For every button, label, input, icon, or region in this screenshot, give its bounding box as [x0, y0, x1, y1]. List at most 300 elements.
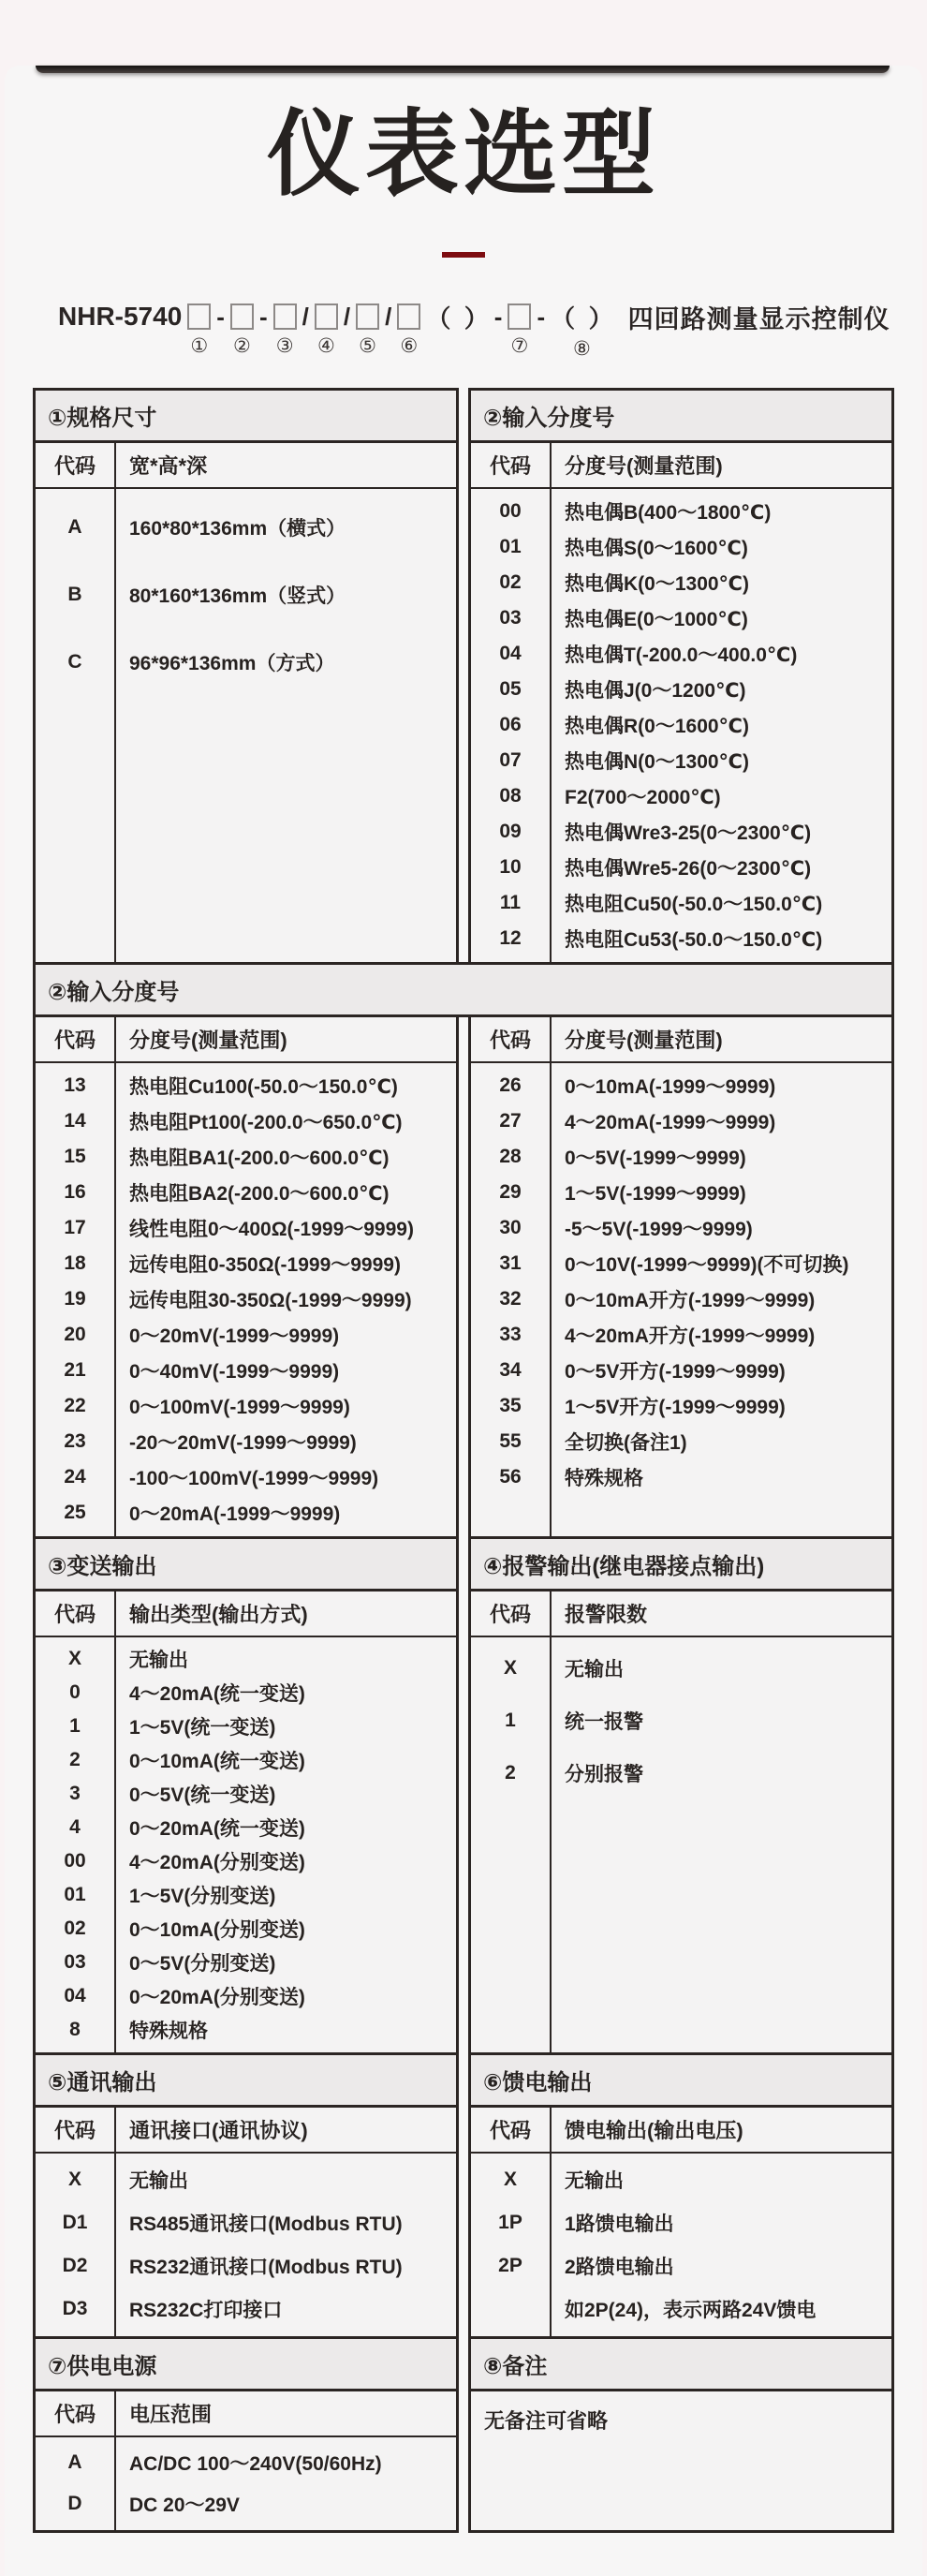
code-cell: 19	[64, 1288, 86, 1310]
table-row	[471, 600, 891, 636]
table-row	[471, 2244, 891, 2287]
section-title: ②输入分度号	[471, 391, 891, 443]
model-segment	[302, 301, 309, 362]
table-row	[471, 921, 891, 956]
column-header-code: 代码	[471, 443, 552, 487]
title-divider	[442, 252, 485, 258]
table-row	[36, 2442, 456, 2483]
code-cell: X	[67, 2169, 81, 2190]
code-cell: 03	[64, 1951, 86, 1973]
column-header-desc: 分度号(测量范围)	[129, 1029, 287, 1052]
table-row	[471, 1175, 891, 1210]
column-header-row	[471, 2108, 891, 2154]
model-segment	[58, 301, 182, 362]
desc-cell: 无输出	[565, 2170, 624, 2192]
model-symbol	[273, 303, 297, 330]
table-row	[471, 1317, 891, 1353]
panel-body	[36, 2437, 456, 2530]
code-cell: 09	[499, 821, 522, 842]
desc-cell: F2(700～2000℃)	[565, 787, 721, 808]
code-cell: 33	[499, 1324, 522, 1345]
desc-cell: 热电阻Cu50(-50.0～150.0℃)	[565, 894, 823, 915]
desc-cell: 热电偶E(0～1000℃)	[565, 609, 748, 630]
code-cell: D2	[62, 2255, 88, 2276]
column-header-row	[36, 1591, 456, 1637]
desc-cell: 分别报警	[565, 1764, 643, 1785]
code-cell: 00	[64, 1850, 86, 1872]
desc-cell: 4～20mA(-1999～9999)	[565, 1112, 776, 1133]
code-cell: A	[67, 2451, 82, 2473]
desc-cell: RS232通讯接口(Modbus RTU)	[129, 2257, 403, 2278]
code-cell: X	[67, 1648, 81, 1669]
column-header-row	[471, 1017, 891, 1063]
code-cell: 34	[499, 1359, 522, 1381]
model-segment	[344, 301, 350, 362]
section-title: ⑦供电电源	[36, 2339, 456, 2391]
table-row	[471, 1103, 891, 1139]
desc-cell: DC 20～29V	[129, 2495, 240, 2516]
table-row	[36, 1743, 456, 1777]
model-symbol	[315, 303, 338, 330]
table-row-group-1	[33, 388, 894, 965]
desc-cell: 0～10mA(统一变送)	[129, 1751, 305, 1772]
model-segment	[508, 301, 531, 359]
column-header-desc: 分度号(测量范围)	[565, 1029, 723, 1052]
desc-cell: 1～5V(分别变送)	[129, 1886, 276, 1907]
code-cell: D3	[62, 2298, 88, 2319]
model-symbol: -	[493, 302, 503, 331]
desc-cell: 0～20mV(-1999～9999)	[129, 1325, 340, 1347]
desc-cell: 160*80*136mm（横式）	[129, 518, 346, 540]
model-symbol	[508, 303, 531, 330]
code-cell: D1	[62, 2212, 88, 2233]
model-segment	[187, 301, 211, 359]
table-row	[36, 2158, 456, 2201]
table-row	[471, 814, 891, 850]
code-cell: 22	[64, 1395, 86, 1416]
column-header-code: 代码	[471, 1591, 552, 1636]
desc-cell: -5～5V(-1999～9999)	[565, 1219, 753, 1240]
table-row	[471, 672, 891, 707]
desc-cell: 热电偶R(0～1600℃)	[565, 716, 749, 737]
code-cell: 2	[505, 1762, 516, 1784]
panel-power-supply	[33, 2336, 459, 2533]
table-row	[471, 2287, 891, 2331]
desc-cell: -20～20mV(-1999～9999)	[129, 1432, 357, 1454]
code-cell: 14	[64, 1110, 86, 1132]
model-symbol	[356, 303, 379, 330]
model-segment	[551, 301, 612, 362]
desc-cell: 1～5V(统一变送)	[129, 1717, 276, 1739]
code-cell: A	[67, 516, 82, 538]
panel-body	[36, 1637, 456, 2052]
code-cell: B	[67, 584, 82, 605]
model-segment	[385, 301, 391, 362]
model-marker: ④	[316, 335, 335, 357]
table-row	[471, 1210, 891, 1246]
code-cell: 3	[69, 1783, 81, 1804]
panel-alarm-output	[468, 1536, 894, 2055]
column-header-desc: 通讯接口(通讯协议)	[129, 2119, 308, 2142]
table-row	[471, 850, 891, 885]
code-cell: 02	[64, 1917, 86, 1939]
desc-cell: 0～20mA(-1999～9999)	[129, 1503, 341, 1525]
desc-cell: 0～5V开方(-1999～9999)	[565, 1361, 786, 1383]
table-row	[36, 629, 456, 696]
code-cell: 04	[499, 643, 522, 664]
table-row	[36, 1068, 456, 1103]
model-symbol: （ ）	[426, 303, 489, 333]
table-row	[36, 1281, 456, 1317]
model-marker: ①	[190, 335, 209, 357]
code-cell: 1P	[498, 2212, 522, 2233]
code-cell: 1	[69, 1715, 81, 1737]
code-cell: 05	[499, 678, 522, 700]
desc-cell: 热电偶B(400～1800℃)	[565, 502, 772, 524]
model-marker: ⑦	[510, 335, 529, 357]
remark-note: 无备注可省略	[484, 2409, 609, 2433]
table-row	[471, 885, 891, 921]
table-row	[36, 1210, 456, 1246]
desc-cell: RS232C打印接口	[129, 2300, 283, 2321]
table-row	[471, 1459, 891, 1495]
code-cell: 03	[499, 607, 522, 629]
panel-body	[471, 1637, 891, 2052]
model-symbol	[187, 303, 211, 330]
table-row	[471, 1353, 891, 1388]
model-symbol: NHR-5740	[58, 302, 183, 331]
model-segment	[356, 301, 379, 359]
table-row	[36, 1912, 456, 1946]
model-symbol: /	[385, 302, 392, 331]
code-cell: 15	[64, 1146, 86, 1167]
desc-cell: -100～100mV(-1999～9999)	[129, 1468, 379, 1489]
desc-cell: 2路馈电输出	[565, 2257, 674, 2278]
code-cell: 01	[64, 1884, 86, 1905]
desc-cell: 0～20mA(分别变送)	[129, 1987, 305, 2008]
model-symbol	[230, 303, 254, 330]
desc-cell: 1～5V(-1999～9999)	[565, 1183, 746, 1205]
column-header-desc: 宽*高*深	[129, 454, 208, 478]
desc-cell: 4～20mA开方(-1999～9999)	[565, 1325, 816, 1347]
panel-input-graduation	[468, 388, 894, 965]
code-cell: 12	[499, 927, 522, 949]
code-cell: 13	[64, 1074, 86, 1096]
table-row	[471, 1424, 891, 1459]
section-title: ⑧备注	[471, 2339, 891, 2391]
table-row	[36, 2483, 456, 2524]
column-header-desc: 输出类型(输出方式)	[129, 1603, 308, 1626]
code-cell: 27	[499, 1110, 522, 1132]
desc-cell: 特殊规格	[129, 2021, 208, 2042]
column-header-code: 代码	[36, 2108, 116, 2152]
model-symbol: -	[258, 302, 268, 331]
column-header-code: 代码	[471, 1017, 552, 1061]
desc-cell: 1路馈电输出	[565, 2213, 674, 2235]
model-segment	[537, 301, 545, 362]
code-cell: 01	[499, 536, 522, 557]
section-title: ⑤通讯输出	[36, 2055, 456, 2108]
desc-cell: 热电偶Wre3-25(0～2300℃)	[565, 822, 812, 844]
table-row	[36, 1175, 456, 1210]
code-cell: D	[67, 2493, 82, 2514]
model-symbol: -	[537, 302, 546, 331]
panel-feed-output	[468, 2052, 894, 2339]
table-row-group-2	[33, 1014, 894, 1539]
model-segment	[230, 301, 254, 359]
table-row	[471, 1388, 891, 1424]
table-row	[36, 2013, 456, 2047]
code-cell: 04	[64, 1985, 86, 2006]
model-code-line	[55, 301, 922, 362]
code-cell: 29	[499, 1181, 522, 1203]
desc-cell: 0～5V(-1999～9999)	[565, 1147, 746, 1169]
table-row	[36, 1246, 456, 1281]
desc-cell: 热电阻Cu53(-50.0～150.0℃)	[565, 929, 823, 951]
desc-cell: 0～10mA开方(-1999～9999)	[565, 1290, 816, 1311]
desc-cell: RS485通讯接口(Modbus RTU)	[129, 2213, 403, 2235]
column-header-code: 代码	[36, 443, 116, 487]
model-marker: ⑤	[359, 335, 376, 357]
code-cell: 11	[499, 892, 522, 913]
code-cell: 17	[64, 1217, 86, 1238]
table-row	[471, 529, 891, 565]
table-row	[471, 565, 891, 600]
code-cell: 00	[499, 500, 522, 522]
column-header-row	[471, 443, 891, 489]
column-header-desc: 报警限数	[565, 1603, 648, 1626]
code-cell: 18	[64, 1252, 86, 1274]
table-row	[471, 707, 891, 743]
panel-body	[471, 2154, 891, 2336]
panel-body	[36, 489, 456, 962]
desc-cell: 热电阻BA1(-200.0～600.0℃)	[129, 1147, 390, 1169]
column-header-row	[36, 2108, 456, 2154]
desc-cell: 热电偶J(0～1200℃)	[565, 680, 746, 702]
table-row	[36, 1353, 456, 1388]
table-row	[471, 1281, 891, 1317]
column-header-row	[36, 1017, 456, 1063]
model-symbol: （ ）	[551, 303, 613, 333]
table-row-group-3	[33, 1536, 894, 2055]
table-row	[36, 1710, 456, 1743]
model-segment	[259, 301, 268, 362]
table-row	[36, 1103, 456, 1139]
section-title: ④报警输出(继电器接点输出)	[471, 1539, 891, 1591]
panel-spec-size	[33, 388, 459, 965]
model-segment	[494, 301, 503, 362]
top-accent-bar	[36, 66, 890, 73]
panel-transmitting-output	[33, 1536, 459, 2055]
table-row	[36, 1388, 456, 1424]
code-cell: 1	[505, 1710, 516, 1731]
table-row	[36, 561, 456, 629]
desc-cell: 96*96*136mm（方式）	[129, 653, 335, 674]
column-header-desc: 电压范围	[129, 2403, 213, 2426]
table-row	[471, 743, 891, 778]
code-cell: 25	[64, 1502, 86, 1523]
desc-cell: 0～40mV(-1999～9999)	[129, 1361, 340, 1383]
desc-cell: 远传电阻0-350Ω(-1999～9999)	[129, 1254, 401, 1276]
model-segment	[426, 301, 488, 362]
model-segment	[273, 301, 297, 359]
table-row	[36, 494, 456, 561]
table-row	[471, 2201, 891, 2244]
code-cell: 10	[499, 856, 522, 878]
desc-cell: 热电阻Pt100(-200.0～650.0℃)	[129, 1112, 403, 1133]
desc-cell: 0～20mA(统一变送)	[129, 1818, 305, 1840]
desc-cell: 无输出	[565, 1659, 624, 1680]
desc-cell: 0～10mA(-1999～9999)	[565, 1076, 776, 1098]
code-cell: 2P	[498, 2255, 522, 2276]
model-symbol: 四回路测量显示控制仪	[627, 304, 890, 333]
code-cell: 23	[64, 1430, 86, 1452]
code-cell: 30	[499, 1217, 522, 1238]
table-row	[471, 636, 891, 672]
table-row	[471, 1246, 891, 1281]
panel-communication-output	[33, 2052, 459, 2339]
desc-cell: AC/DC 100～240V(50/60Hz)	[129, 2453, 382, 2475]
column-header-code: 代码	[471, 2108, 552, 2152]
code-cell: 07	[499, 749, 522, 771]
content-card	[5, 66, 922, 2576]
code-cell: 56	[499, 1466, 522, 1488]
desc-cell: 热电偶N(0～1300℃)	[565, 751, 749, 773]
panel-body	[471, 1063, 891, 1536]
desc-cell: 远传电阻30-350Ω(-1999～9999)	[129, 1290, 412, 1311]
table-row	[36, 1946, 456, 1979]
table-row	[36, 1424, 456, 1459]
code-cell: 26	[499, 1074, 522, 1096]
panel-graduation-codes-13-25	[33, 1014, 459, 1539]
table-row	[36, 1844, 456, 1878]
model-segment	[397, 301, 420, 359]
section-title: ⑥馈电输出	[471, 2055, 891, 2108]
code-cell: 21	[64, 1359, 86, 1381]
table-row	[36, 1777, 456, 1811]
model-segment	[315, 301, 338, 359]
panel-graduation-codes-26-56	[468, 1014, 894, 1539]
desc-cell: 热电阻Cu100(-50.0～150.0℃)	[129, 1076, 398, 1098]
model-symbol: /	[302, 302, 309, 331]
code-cell: X	[503, 1657, 517, 1679]
code-cell: 20	[64, 1324, 86, 1345]
code-cell: 55	[499, 1430, 522, 1452]
desc-cell: 如2P(24)，表示两路24V馈电	[565, 2300, 817, 2321]
code-cell: C	[67, 651, 82, 673]
model-segment	[216, 301, 225, 362]
table-row	[36, 2287, 456, 2331]
table-row-group-4	[33, 2052, 894, 2339]
desc-cell: 统一报警	[565, 1711, 643, 1733]
code-cell: 8	[69, 2019, 81, 2040]
panel-body	[36, 1063, 456, 1536]
column-header-code: 代码	[36, 1591, 116, 1636]
code-cell: 0	[69, 1681, 81, 1703]
desc-cell: 0～100mV(-1999～9999)	[129, 1397, 350, 1418]
code-cell: X	[503, 2169, 517, 2190]
desc-cell: 线性电阻0～400Ω(-1999～9999)	[129, 1219, 414, 1240]
table-row-group-5	[33, 2336, 894, 2533]
code-cell: 06	[499, 714, 522, 735]
table-row	[471, 1068, 891, 1103]
column-header-row	[36, 443, 456, 489]
model-segment	[619, 301, 890, 362]
table-row	[36, 2244, 456, 2287]
desc-cell: 热电偶Wre5-26(0～2300℃)	[565, 858, 812, 880]
table-row	[471, 1695, 891, 1747]
column-header-row	[36, 2391, 456, 2437]
desc-cell: 4～20mA(统一变送)	[129, 1683, 305, 1705]
code-cell: 31	[499, 1252, 522, 1274]
table-row	[36, 1459, 456, 1495]
code-cell: 24	[64, 1466, 86, 1488]
desc-cell: 0～5V(分别变送)	[129, 1953, 276, 1975]
desc-cell: 80*160*136mm（竖式）	[129, 585, 346, 607]
code-cell: 02	[499, 571, 522, 593]
desc-cell: 热电偶K(0～1300℃)	[565, 573, 749, 595]
desc-cell: 无输出	[129, 2170, 188, 2192]
page-title: 仪表选型	[267, 102, 660, 207]
desc-cell: 热电偶T(-200.0～400.0℃)	[565, 644, 798, 666]
desc-cell: 0～5V(统一变送)	[129, 1784, 276, 1806]
panel-body	[36, 2154, 456, 2336]
desc-cell: 无输出	[129, 1650, 188, 1671]
code-cell: 16	[64, 1181, 86, 1203]
section-title: ③变送输出	[36, 1539, 456, 1591]
table-row	[471, 1139, 891, 1175]
panel-body	[471, 489, 891, 962]
desc-cell: 4～20mA(分别变送)	[129, 1852, 305, 1873]
desc-cell: 热电偶S(0～1600℃)	[565, 538, 748, 559]
code-cell: 32	[499, 1288, 522, 1310]
model-symbol: /	[343, 302, 351, 331]
desc-cell: 特殊规格	[565, 1468, 643, 1489]
table-row	[36, 1676, 456, 1710]
table-row	[471, 778, 891, 814]
code-cell: 2	[69, 1749, 81, 1770]
table-row	[36, 1979, 456, 2013]
section-header-input-graduation: ②输入分度号	[33, 962, 894, 1017]
panel-remark	[468, 2336, 894, 2533]
table-row	[36, 1642, 456, 1676]
table-row	[36, 1139, 456, 1175]
desc-cell: 0～10mA(分别变送)	[129, 1919, 305, 1941]
table-row	[471, 2158, 891, 2201]
column-header-desc: 分度号(测量范围)	[565, 454, 723, 478]
table-row	[36, 1878, 456, 1912]
desc-cell: 全切换(备注1)	[565, 1432, 687, 1454]
section-title: ①规格尺寸	[36, 391, 456, 443]
model-marker: ⑧	[572, 338, 591, 360]
desc-cell: 热电阻BA2(-200.0～600.0℃)	[129, 1183, 390, 1205]
table-row	[471, 494, 891, 529]
code-cell: 28	[499, 1146, 522, 1167]
table-row	[36, 2201, 456, 2244]
model-symbol: -	[216, 302, 225, 331]
table-row	[36, 1495, 456, 1531]
code-cell: 08	[499, 785, 522, 807]
model-marker: ③	[275, 335, 294, 357]
desc-cell: 1～5V开方(-1999～9999)	[565, 1397, 786, 1418]
table-row	[471, 1747, 891, 1799]
model-marker: ②	[233, 335, 251, 357]
selection-table	[33, 388, 894, 2533]
model-symbol	[397, 303, 420, 330]
code-cell: 4	[69, 1816, 81, 1838]
column-header-code: 代码	[36, 2391, 116, 2435]
table-row	[471, 1642, 891, 1695]
